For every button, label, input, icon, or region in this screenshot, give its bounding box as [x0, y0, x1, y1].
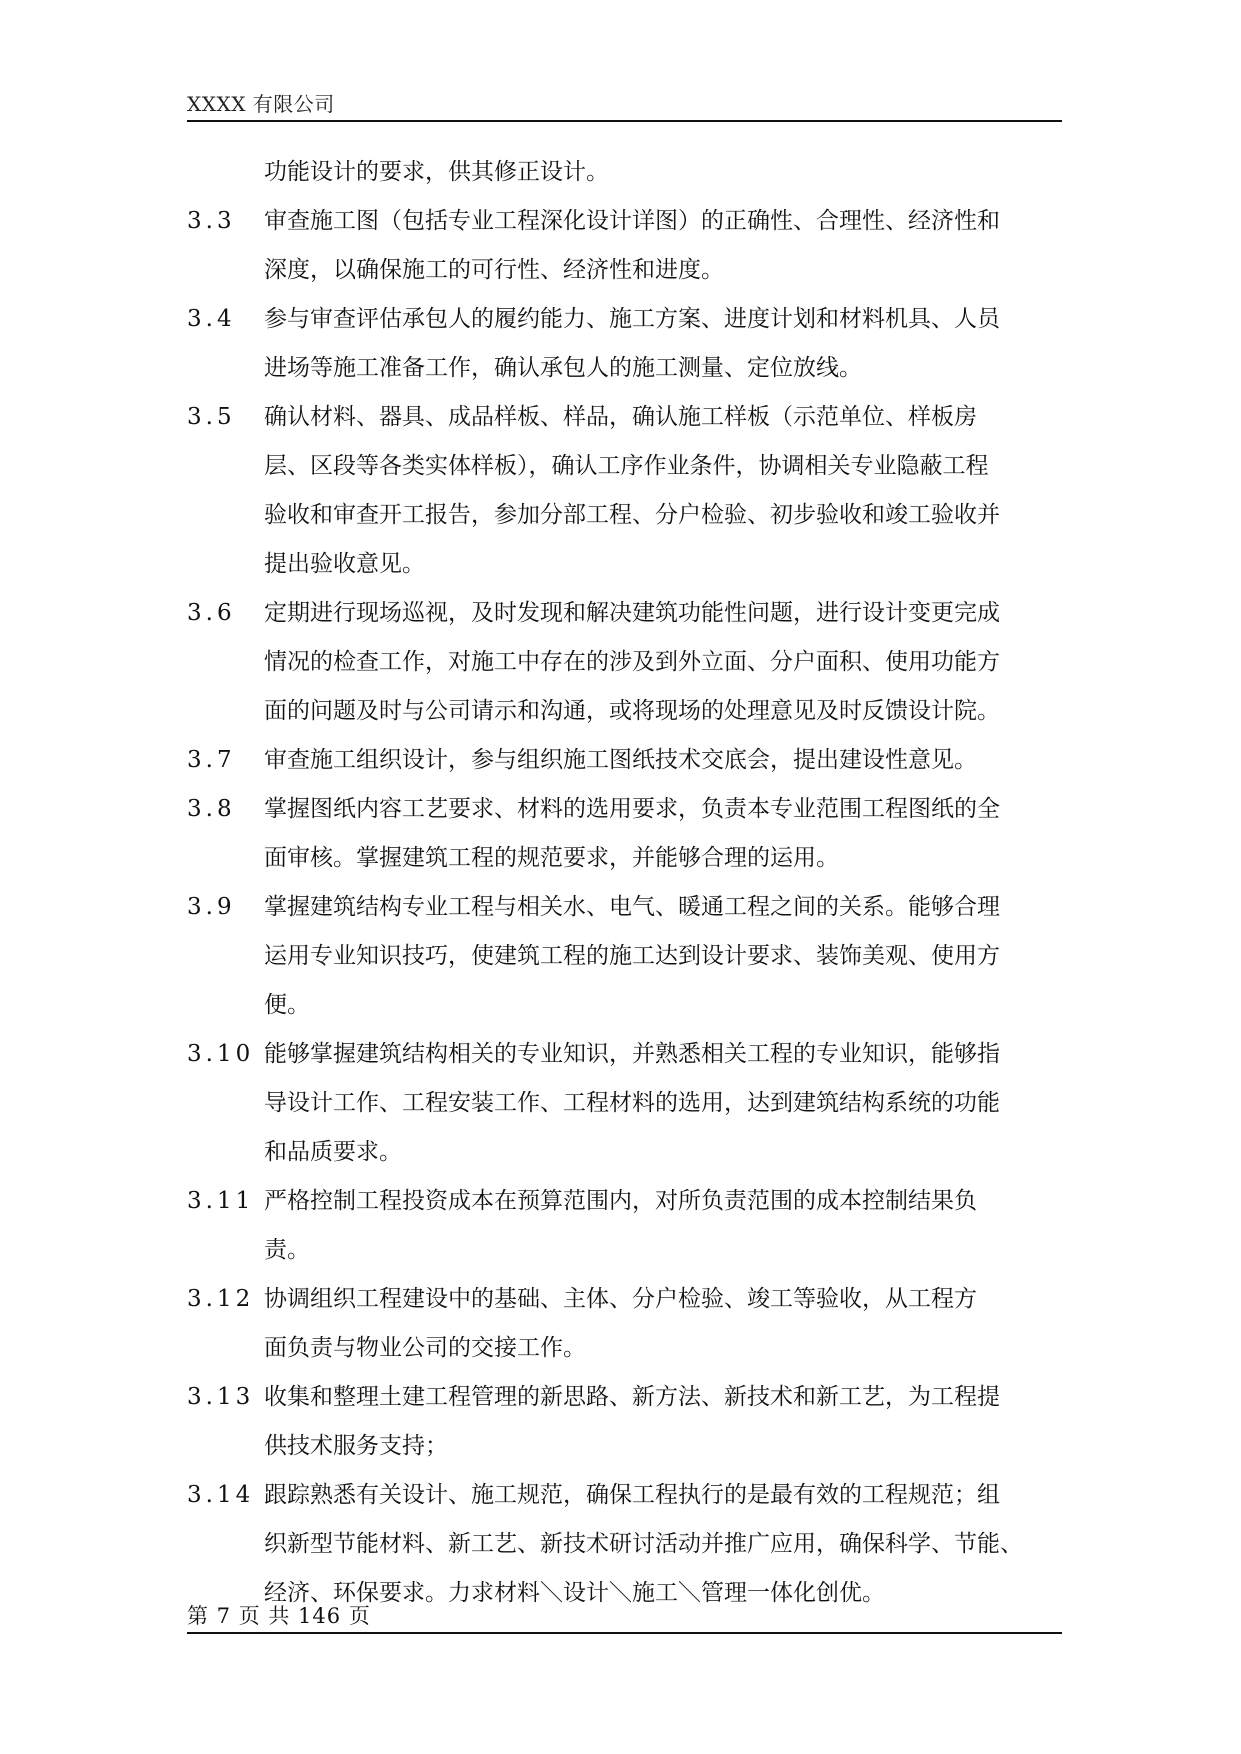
- item-text-line: 进场等施工准备工作，确认承包人的施工测量、定位放线。: [264, 355, 862, 381]
- item-number: 3.5: [187, 404, 236, 430]
- list-item: [187, 1373, 1067, 1471]
- list-item: [187, 197, 1067, 295]
- item-number: 3.8: [187, 796, 236, 822]
- item-text-line: 面审核。掌握建筑工程的规范要求，并能够合理的运用。: [264, 845, 839, 871]
- list-item: [187, 393, 1067, 589]
- item-number: 3.11: [187, 1188, 255, 1214]
- item-number: 3.7: [187, 747, 236, 773]
- item-text-line: 验收和审查开工报告，参加分部工程、分户检验、初步验收和竣工验收并: [264, 502, 1000, 528]
- page-footer: 第 7 页 共 146 页: [187, 1604, 371, 1628]
- item-text-line: 确认材料、器具、成品样板、样品，确认施工样板（示范单位、样板房: [264, 404, 977, 430]
- list-item: [187, 785, 1067, 883]
- item-text-line: 面负责与物业公司的交接工作。: [264, 1335, 586, 1361]
- item-text-line: 供技术服务支持；: [264, 1433, 448, 1459]
- item-text-line: 跟踪熟悉有关设计、施工规范，确保工程执行的是最有效的工程规范；组: [264, 1482, 1000, 1508]
- header-divider: [187, 120, 1062, 122]
- numbered-list: [187, 197, 1067, 1618]
- item-number: 3.4: [187, 306, 236, 332]
- continuation-line: 功能设计的要求，供其修正设计。: [264, 159, 609, 185]
- list-item: [187, 589, 1067, 736]
- item-text-line: 织新型节能材料、新工艺、新技术研讨活动并推广应用，确保科学、节能、: [264, 1531, 1023, 1557]
- item-text-line: 深度，以确保施工的可行性、经济性和进度。: [264, 257, 724, 283]
- list-item: [187, 1030, 1067, 1177]
- item-text-line: 提出验收意见。: [264, 551, 425, 577]
- list-item: [187, 1471, 1067, 1618]
- item-text-line: 审查施工组织设计，参与组织施工图纸技术交底会，提出建设性意见。: [264, 747, 977, 773]
- item-number: 3.3: [187, 208, 236, 234]
- list-item: [187, 295, 1067, 393]
- item-text-line: 运用专业知识技巧，使建筑工程的施工达到设计要求、装饰美观、使用方: [264, 943, 1000, 969]
- item-text-line: 面的问题及时与公司请示和沟通，或将现场的处理意见及时反馈设计院。: [264, 698, 1000, 724]
- item-text-line: 收集和整理土建工程管理的新思路、新方法、新技术和新工艺，为工程提: [264, 1384, 1000, 1410]
- item-number: 3.9: [187, 894, 236, 920]
- item-number: 3.14: [187, 1482, 255, 1508]
- item-number: 3.12: [187, 1286, 255, 1312]
- item-text-line: 情况的检查工作，对施工中存在的涉及到外立面、分户面积、使用功能方: [264, 649, 1000, 675]
- item-number: 3.6: [187, 600, 236, 626]
- item-text-line: 严格控制工程投资成本在预算范围内，对所负责范围的成本控制结果负: [264, 1188, 977, 1214]
- item-text-line: 协调组织工程建设中的基础、主体、分户检验、竣工等验收，从工程方: [264, 1286, 977, 1312]
- company-header: XXXX 有限公司: [187, 92, 335, 116]
- item-text-line: 定期进行现场巡视，及时发现和解决建筑功能性问题，进行设计变更完成: [264, 600, 1000, 626]
- item-text-line: 能够掌握建筑结构相关的专业知识，并熟悉相关工程的专业知识，能够指: [264, 1041, 1000, 1067]
- item-text-line: 层、区段等各类实体样板），确认工序作业条件，协调相关专业隐蔽工程: [264, 453, 989, 479]
- item-text-line: 参与审查评估承包人的履约能力、施工方案、进度计划和材料机具、人员: [264, 306, 1000, 332]
- list-item: [187, 736, 1067, 785]
- list-item: [187, 1275, 1067, 1373]
- list-item: [187, 1177, 1067, 1275]
- item-text-line: 掌握图纸内容工艺要求、材料的选用要求，负责本专业范围工程图纸的全: [264, 796, 1000, 822]
- list-item: [187, 883, 1067, 1030]
- item-text-line: 导设计工作、工程安装工作、工程材料的选用，达到建筑结构系统的功能: [264, 1090, 1000, 1116]
- document-body: [187, 148, 1067, 1618]
- footer-divider: [187, 1632, 1062, 1634]
- item-text-line: 审查施工图（包括专业工程深化设计详图）的正确性、合理性、经济性和: [264, 208, 1000, 234]
- item-text-line: 和品质要求。: [264, 1139, 402, 1165]
- item-text-line: 便。: [264, 992, 310, 1018]
- item-text-line: 掌握建筑结构专业工程与相关水、电气、暖通工程之间的关系。能够合理: [264, 894, 1000, 920]
- item-number: 3.10: [187, 1041, 255, 1067]
- item-number: 3.13: [187, 1384, 255, 1410]
- item-text-line: 经济、环保要求。力求材料＼设计＼施工＼管理一体化创优。: [264, 1580, 885, 1606]
- item-text-line: 责。: [264, 1237, 310, 1263]
